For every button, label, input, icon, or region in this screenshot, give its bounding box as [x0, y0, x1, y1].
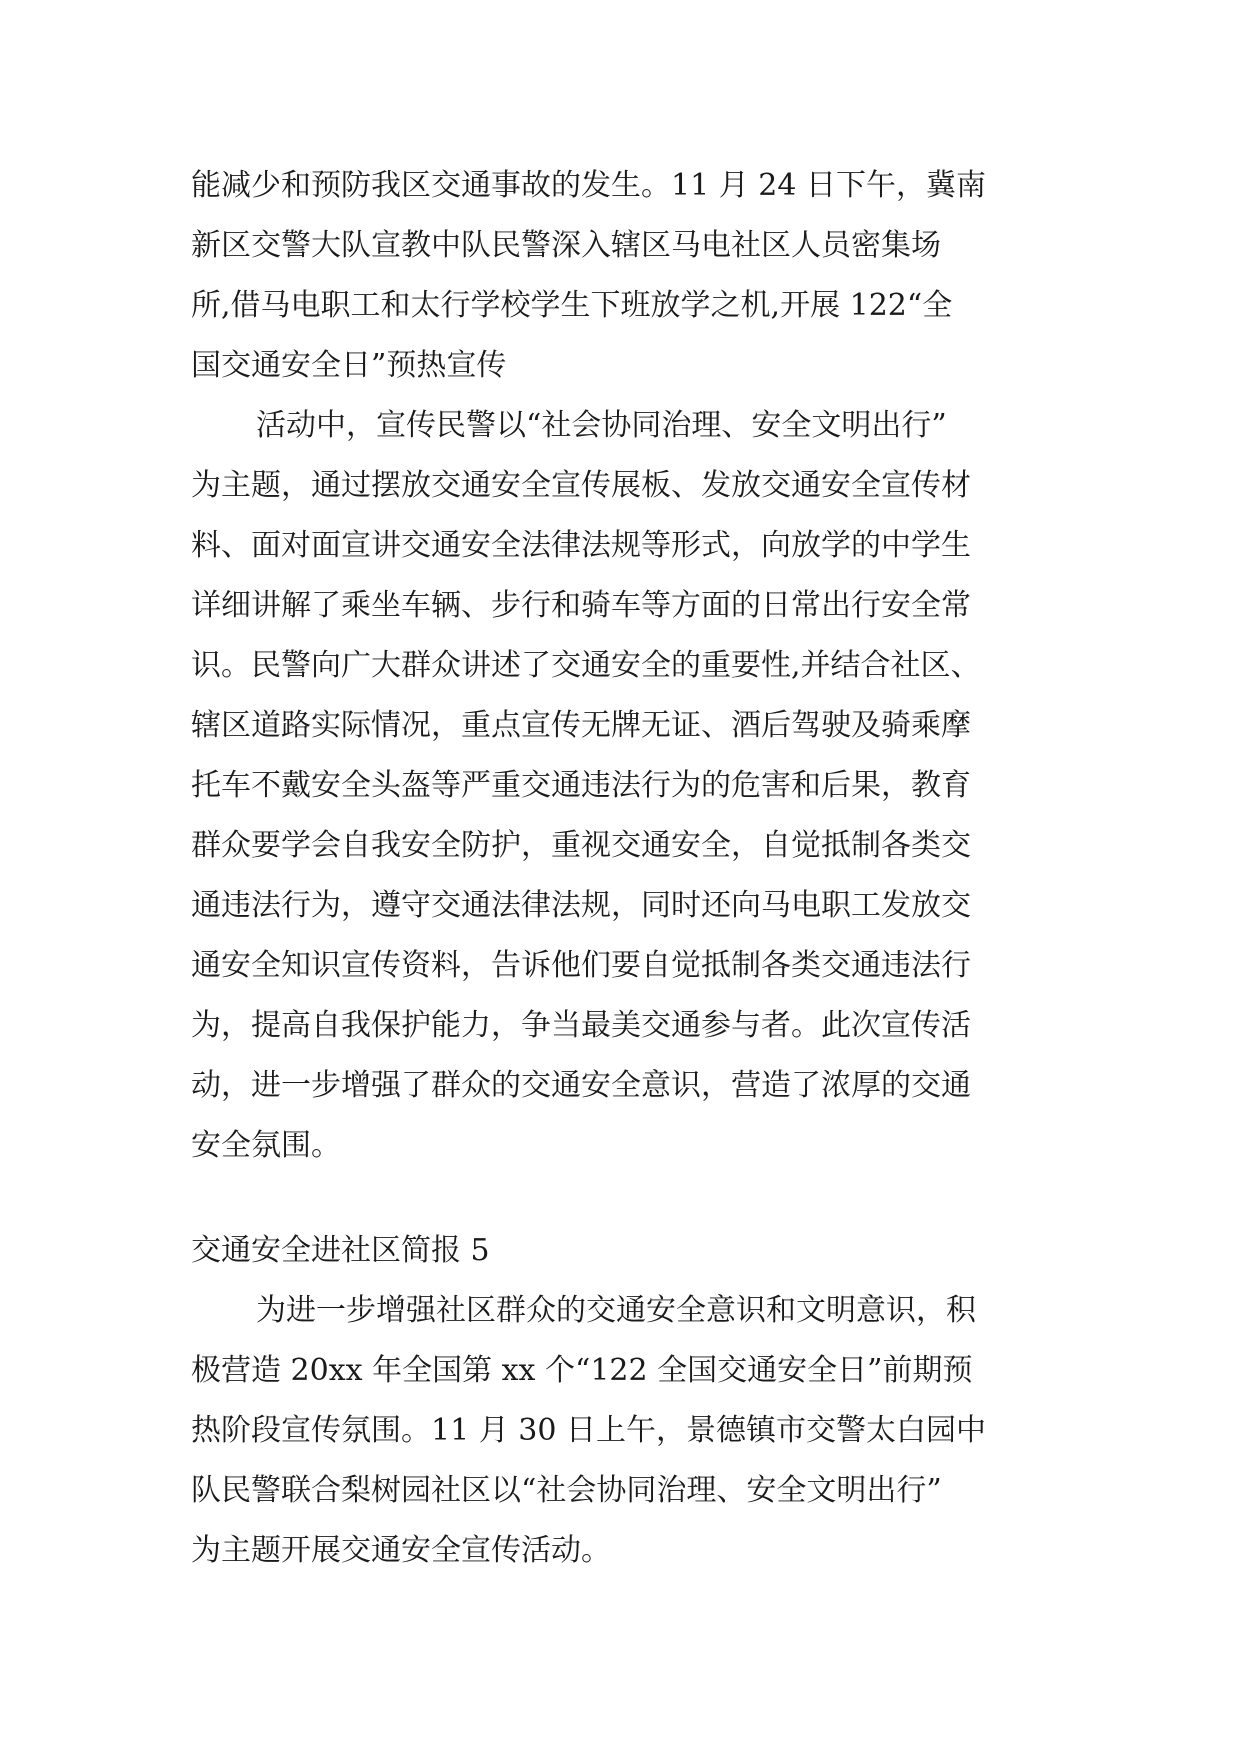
- paragraph-2-line-4: 详细讲解了乘坐车辆、步行和骑车等方面的日常出行安全常: [191, 588, 971, 623]
- paragraph-2-line-5: 识。民警向广大群众讲述了交通安全的重要性,并结合社区、: [191, 648, 981, 683]
- paragraph-2-line-3: 料、面对面宣讲交通安全法律法规等形式，向放学的中学生: [191, 528, 971, 563]
- paragraph-2-line-7: 托车不戴安全头盔等严重交通违法行为的危害和后果，教育: [191, 768, 971, 803]
- paragraph-3-line-4: 队民警联合梨树园社区以“社会协同治理、安全文明出行”: [191, 1473, 942, 1508]
- paragraph-3-line-3: 热阶段宣传氛围。11 月 30 日上午，景德镇市交警太白园中: [191, 1413, 986, 1448]
- paragraph-1-line-4: 国交通安全日”预热宣传: [191, 348, 507, 383]
- paragraph-1-line-1: 能减少和预防我区交通事故的发生。11 月 24 日下午，冀南: [191, 168, 986, 203]
- paragraph-1-line-3: 所,借马电职工和太行学校学生下班放学之机,开展 122“全: [191, 288, 953, 323]
- paragraph-3-line-2: 极营造 20xx 年全国第 xx 个“122 全国交通安全日”前期预: [191, 1353, 973, 1388]
- paragraph-2-line-11: 为，提高自我保护能力，争当最美交通参与者。此次宣传活: [191, 1008, 971, 1043]
- paragraph-2-line-9: 通违法行为，遵守交通法律法规，同时还向马电职工发放交: [191, 888, 971, 923]
- paragraph-1-line-2: 新区交警大队宣教中队民警深入辖区马电社区人员密集场: [191, 228, 941, 263]
- paragraph-2-line-10: 通安全知识宣传资料，告诉他们要自觉抵制各类交通违法行: [191, 948, 971, 983]
- paragraph-2-line-6: 辖区道路实际情况，重点宣传无牌无证、酒后驾驶及骑乘摩: [191, 708, 971, 743]
- paragraph-2-line-13: 安全氛围。: [191, 1128, 341, 1163]
- paragraph-3-line-5: 为主题开展交通安全宣传活动。: [191, 1533, 611, 1568]
- paragraph-2-line-8: 群众要学会自我安全防护，重视交通安全，自觉抵制各类交: [191, 828, 971, 863]
- paragraph-2-line-1: 活动中，宣传民警以“社会协同治理、安全文明出行”: [256, 408, 947, 443]
- paragraph-2-line-2: 为主题，通过摆放交通安全宣传展板、发放交通安全宣传材: [191, 468, 971, 503]
- paragraph-2-line-12: 动，进一步增强了群众的交通安全意识，营造了浓厚的交通: [191, 1068, 971, 1103]
- paragraph-3-line-1: 为进一步增强社区群众的交通安全意识和文明意识，积: [256, 1293, 976, 1328]
- section-title: 交通安全进社区简报 5: [191, 1233, 490, 1268]
